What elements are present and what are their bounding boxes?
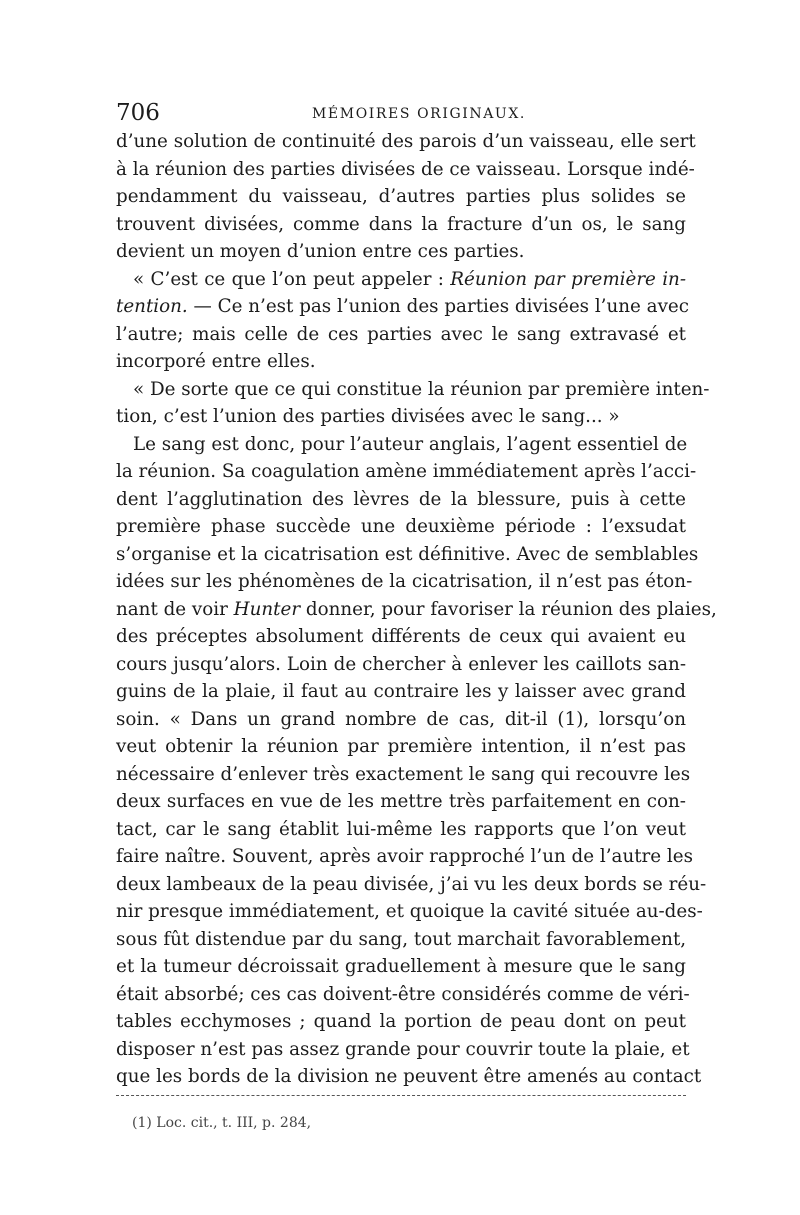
text-run: donner, pour favoriser la réunion des plaies, (300, 598, 717, 620)
text-line: idées sur les phénomènes de la cicatrisation, il n’est pas éton- (116, 571, 693, 592)
text-line: « De sorte que ce qui constitue la réunion par première inten- (133, 378, 710, 400)
text-line: pendamment du vaisseau, d’autres parties plus solides se (116, 186, 686, 207)
text-line: nécessaire d’enlever très exactement le sang qui recouvre les (116, 763, 691, 785)
text-line: tact, car le sang établit lui-même les rapports que l’on veut (116, 818, 686, 840)
page-header (116, 98, 686, 128)
text-line: première phase succède une deuxième période : l’exsudat (116, 516, 686, 537)
text-line: guins de la plaie, il faut au contraire les y laisser avec grand (116, 681, 686, 702)
text-run: — Ce n’est pas l’union des parties divisées l’une avec (187, 296, 689, 317)
text-line: tables ecchymoses ; quand la portion de peau dont on peut (116, 1011, 686, 1032)
text-line: deux lambeaux de la peau divisée, j’ai vu les deux bords se réu- (116, 873, 707, 895)
text-line: des préceptes absolument différents de ceux qui avaient eu (116, 626, 686, 647)
emphasis: tention. (116, 296, 188, 317)
text-line: l’autre; mais celle de ces parties avec le sang extravasé et (116, 323, 686, 345)
text-line: devient un moyen d’union entre ces parties. (116, 241, 525, 262)
text-run: « C’est ce que l’on peut appeler : (133, 268, 451, 290)
text-line: tion, c’est l’union des parties divisées avec le sang... » (116, 406, 620, 427)
text-line: s’organise et la cicatrisation est définitive. Avec de semblables (116, 543, 699, 565)
text-line: que les bords de la division ne peuvent être amenés au contact (116, 1066, 702, 1087)
text-line: cours jusqu’alors. Loin de chercher à enlever les caillots san- (116, 653, 686, 675)
text-line: trouvent divisées, comme dans la fracture d’un os, le sang (116, 213, 686, 235)
text-line: faire naître. Souvent, après avoir rapproché l’un de l’autre les (116, 846, 693, 867)
text-line: veut obtenir la réunion par première intention, il n’est pas (116, 736, 686, 757)
text-line: nir presque immédiatement, et quoique la cavité située au-des- (116, 901, 703, 922)
text-line: Le sang est donc, pour l’auteur anglais, l’agent essentiel de (133, 433, 688, 455)
text-run: nant de voir (116, 598, 234, 620)
running-head: MÉMOIRES ORIGINAUX. (312, 106, 526, 122)
text-line: deux surfaces en vue de les mettre très parfaitement en con- (116, 791, 686, 812)
page-number: 706 (116, 100, 160, 126)
text-line: à la réunion des parties divisées de ce vaisseau. Lorsque indé- (116, 158, 695, 180)
text-line: disposer n’est pas assez grande pour couvrir toute la plaie, et (116, 1038, 690, 1060)
footnote-divider (116, 1095, 686, 1096)
text-line (116, 293, 689, 321)
text-line: la réunion. Sa coagulation amène immédiatement après l’acci- (116, 461, 697, 482)
emphasis: Hunter (233, 598, 301, 620)
text-line (116, 266, 686, 294)
text-line: était absorbé; ces cas doivent-être considérés comme de véri- (116, 983, 690, 1005)
text-line: incorporé entre elles. (116, 351, 316, 372)
text-line (116, 596, 717, 624)
footnote: (1) Loc. cit., t. III, p. 284, (132, 1115, 312, 1131)
body-text (116, 128, 717, 1091)
emphasis: Réunion par première in- (450, 268, 687, 290)
text-line: sous fût distendue par du sang, tout marchait favorablement, (116, 928, 687, 950)
text-line: dent l’agglutination des lèvres de la blessure, puis à cette (116, 488, 686, 510)
text-line: soin. « Dans un grand nombre de cas, dit-il (1), lorsqu’on (116, 708, 686, 730)
text-line: et la tumeur décroissait graduellement à mesure que le sang (116, 956, 686, 977)
text-line: d’une solution de continuité des parois d’un vaisseau, elle sert (116, 131, 696, 152)
